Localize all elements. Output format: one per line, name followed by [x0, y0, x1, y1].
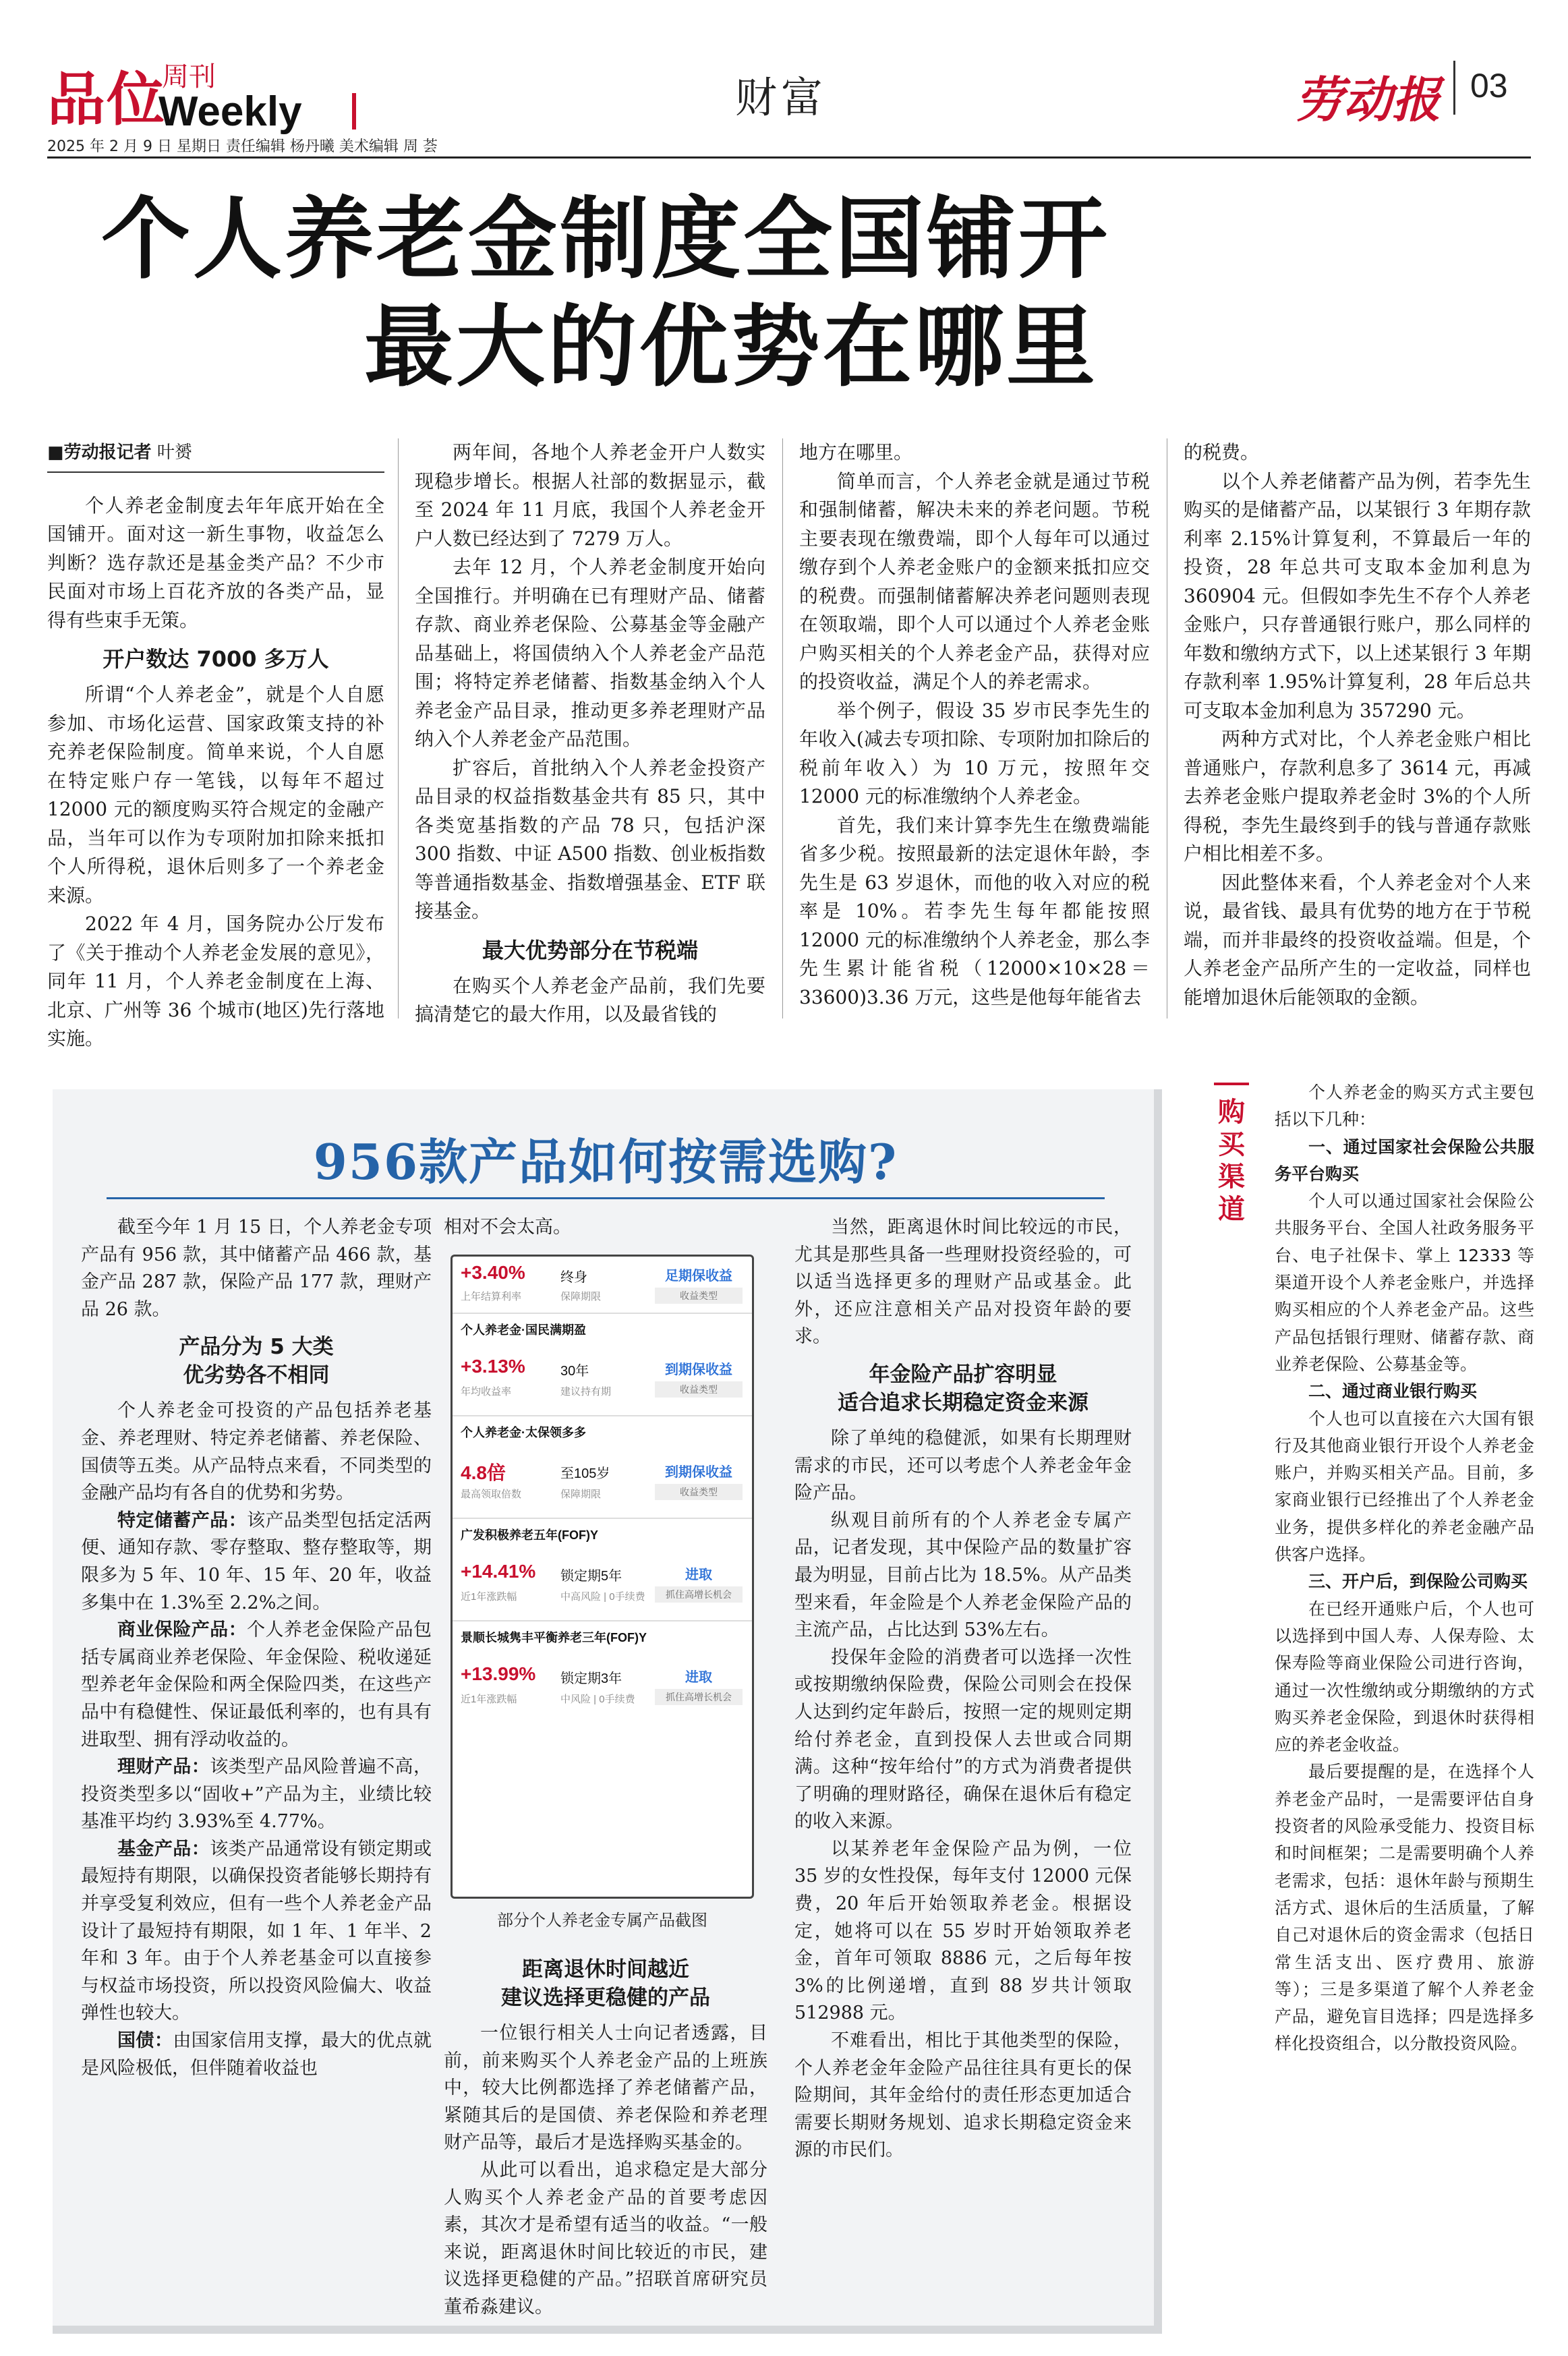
- masthead-rule: [47, 156, 1531, 159]
- card-term: 锁定期5年: [560, 1569, 622, 1584]
- article-column-4: [1184, 438, 1531, 1012]
- card-rate-label: 最高领取倍数: [461, 1489, 522, 1500]
- feature-column-1: [81, 1214, 432, 2082]
- card-term: 至105岁: [560, 1466, 610, 1481]
- paragraph: 两种方式对比，个人养老金账户相比普通账户，存款利息多了 3614 元，再减去养老金账户提取养老金时 3%的个人所得税，李先生最终到手的钱与普通存款账户相比相差不多。: [1184, 728, 1531, 865]
- dateline: 2025 年 2 月 9 日 星期日 责任编辑 杨丹曦 美术编辑 周 荟: [47, 138, 438, 155]
- card-term-label: 中风险 | 0手续费: [560, 1694, 635, 1705]
- term-label: 特定储蓄产品：: [117, 1510, 248, 1531]
- sidebar-label: [1214, 1083, 1249, 1226]
- card-rate-label: 年均收益率: [461, 1386, 512, 1398]
- headline: [101, 185, 1484, 401]
- brand-weekly: Weekly: [158, 88, 302, 135]
- card-action: 到期保收益: [665, 1465, 732, 1480]
- product-screenshot: [451, 1255, 754, 1899]
- byline: [47, 438, 384, 473]
- paragraph: 个人养老金的购买方式主要包括以下几种：: [1275, 1083, 1534, 1130]
- paragraph: 除了单纯的稳健派，如果有长期理财需求的市民，还可以考虑个人养老金年金险产品。: [794, 1427, 1132, 1504]
- sidebar-label-text: 购买渠道: [1218, 1096, 1245, 1225]
- subheading: 距离退休时间越近 建议选择更稳健的产品: [501, 1957, 710, 2010]
- paragraph: 因此整体来看，个人养老金对个人来说，最省钱、最具有优势的地方在于节税端，而并非最终的投资收益端。但是，个人养老金产品所产生的一定收益，同样也能增加退休后能领取的金额。: [1184, 871, 1531, 1008]
- article-column-2: [415, 438, 765, 1029]
- feature-title: 956款产品如何按需选购?: [313, 1133, 898, 1190]
- sidebar-heading: 二、通过商业银行购买: [1308, 1381, 1478, 1402]
- card-name: 个人养老金·国民满期盈: [461, 1323, 586, 1337]
- paragraph: 投保年金险的消费者可以选择一次性或按期缴纳保险费，保险公司则会在投保人达到约定年龄后，按照一定的规则定期给付养老金，直到投保人去世或合同期满。这种“按年给付”的方式为消费者提供了明确的理财路径，确保在退休后有稳定的收入来源。: [794, 1646, 1132, 1833]
- term-label: 商业保险产品：: [117, 1619, 248, 1641]
- term-label: 理财产品：: [117, 1756, 210, 1778]
- paragraph: 在购买个人养老金产品前，我们先要搞清楚它的最大作用，以及最省钱的: [415, 974, 765, 1025]
- sidebar: [1275, 1079, 1534, 2058]
- paragraph: 个人养老金制度去年年底开始在全国铺开。面对这一新生事物，收益怎么判断？选存款还是基金类产品？不少市民面对市场上百花齐放的各类产品，显得有些束手无策。: [47, 494, 384, 631]
- card-term: 终身: [560, 1270, 587, 1285]
- paragraph: [81, 1836, 432, 2028]
- paragraph: 相对不会太高。: [444, 1217, 571, 1238]
- paragraph: 个人也可以直接在六大国有银行及其他商业银行开设个人养老金账户，并购买相关产品。目前，多家商业银行已经推出了个人养老金业务，提供多样化的养老金融产品供客户选择。: [1275, 1408, 1534, 1565]
- paragraph: 简单而言，个人养老金就是通过节税和强制储蓄，解决未来的养老问题。节税主要表现在缴费端，即个人每年可以通过缴存到个人养老金账户的金额来抵扣应交的税费。而强制储蓄解决养老问题则表现在领取端，即个人可以通过个人养老金账户购买相关的个人养老金产品，获得对应的投资收益，满足个人的养老需求。: [799, 469, 1150, 693]
- card-rate-label: 近1年涨跌幅: [461, 1591, 517, 1603]
- card-tag: 收益类型: [655, 1288, 743, 1304]
- article-column-3: [799, 438, 1150, 1012]
- card-term: 30年: [560, 1364, 589, 1379]
- term-text: 该类产品通常设有锁定期或最短持有期限，以确保投资者能够长期持有并享受复利效应，但有一些个人养老金产品设计了最短持有期限，如 1 年、1 年半、2 年和 3 年。由于个人养老基金可以直接参与权益市场投资，所以投资风险偏大、收益弹性也较大。: [81, 1838, 432, 2024]
- card-name: 个人养老金·太保领多多: [461, 1426, 586, 1439]
- card-term-label: 保障期限: [560, 1291, 602, 1302]
- paragraph: 举个例子，假设 35 岁市民李先生的年收入(减去专项扣除、专项附加扣除后的税前年收入）为 10 万元，按照年交 12000 元的标准缴纳个人养老金。: [799, 699, 1150, 807]
- card-name: 广发积极养老五年(FOF)Y: [461, 1528, 598, 1542]
- term-text: 该产品类型包括定活两便、通知存款、零存整取、整存整取等，期限多为 5 年、10 年、15 年、20 年，收益多集中在 1.3%至 2.2%之间。: [81, 1510, 432, 1613]
- paragraph: [81, 1617, 432, 1754]
- card-tag: 收益类型: [655, 1484, 743, 1500]
- byline-prefix: ■劳动报记者: [47, 442, 152, 463]
- column-rule: [782, 438, 783, 1018]
- card-tag: 收益类型: [655, 1381, 743, 1398]
- paper-logo: 劳动报: [1295, 71, 1441, 128]
- page-number: 03: [1470, 67, 1508, 105]
- feature-box: [53, 1089, 1162, 2334]
- paragraph: 去年 12 月，个人养老金制度开始向全国推行。并明确在已有理财产品、储蓄存款、商业养老保险、公募基金等金融产品基础上，将国债纳入个人养老金产品范围；将特定养老储蓄、指数基金纳入个人养老金产品目录，推动更多养老理财产品纳入个人养老金产品范围。: [415, 556, 765, 750]
- product-card: [453, 1314, 752, 1416]
- subheading: 产品分为 5 大类 优劣势各不相同: [179, 1335, 334, 1388]
- headline-line-2: 最大的优势在哪里: [364, 295, 1098, 399]
- brand-logo: 品位: [47, 66, 166, 134]
- paragraph: 在已经开通账户后，个人也可以选择到中国人寿、人保寿险、太保寿险等商业保险公司进行咨询，通过一次性缴纳或分期缴纳的方式购买养老金保险，到退休时获得相应的养老金收益。: [1275, 1599, 1534, 1755]
- card-action: 进取: [685, 1568, 712, 1582]
- section-name: 财富: [735, 73, 827, 122]
- card-rate-label: 近1年涨跌幅: [461, 1694, 517, 1705]
- card-rate-label: 上年结算利率: [461, 1291, 522, 1302]
- subheading: 开户数达 7000 多万人: [103, 646, 329, 672]
- card-term-label: 中高风险 | 0手续费: [560, 1591, 645, 1603]
- sidebar-heading: 三、开户后，到保险公司购买: [1308, 1572, 1528, 1592]
- term-label: 国债：: [117, 2030, 173, 2052]
- paragraph: [81, 2028, 432, 2082]
- card-action: 到期保收益: [665, 1362, 732, 1377]
- feature-column-2-bottom: [444, 1946, 767, 2322]
- card-term: 锁定期3年: [560, 1671, 622, 1686]
- paragraph: 2022 年 4 月，国务院办公厅发布了《关于推动个人养老金发展的意见》，同年 11 月，个人养老金制度在上海、北京、广州等 36 个城市(地区)先行落地实施。: [47, 913, 384, 1050]
- brand-zhoukan: 周刊: [162, 61, 216, 92]
- paragraph: 一位银行相关人士向记者透露，目前，前来购买个人养老金产品的上班族中，较大比例都选择了养老储蓄产品，紧随其后的是国债、养老保险和养老理财产品等，最后才是选择购买基金的。: [444, 2023, 767, 2154]
- image-caption: 部分个人养老金专属产品截图: [497, 1911, 707, 1930]
- page-separator: [1453, 61, 1455, 115]
- card-tag: 抓住高增长机会: [655, 1689, 743, 1705]
- card-rate: +13.99%: [461, 1663, 536, 1684]
- paragraph: [81, 1507, 432, 1617]
- card-term-label: 保障期限: [560, 1489, 602, 1500]
- paragraph: 个人养老金可投资的产品包括养老基金、养老理财、特定养老储蓄、养老保险、国债等五类。从产品特点来看，不同类型的金融产品均有各自的优势和劣势。: [81, 1400, 432, 1504]
- product-card: [453, 1257, 752, 1314]
- brand-bar: [352, 93, 356, 130]
- sidebar-heading: 一、通过国家社会保险公共服务平台购买: [1275, 1137, 1534, 1184]
- card-rate: +3.13%: [461, 1356, 525, 1377]
- paragraph: 地方在哪里。: [799, 441, 913, 463]
- paragraph: 个人可以通过国家社会保险公共服务平台、全国人社政务服务平台、电子社保卡、掌上 12333 等渠道开设个人养老金账户，并选择购买相应的个人养老金产品。这些产品包括银行理财、储蓄存款、商业养老保险、公募基金等。: [1275, 1191, 1534, 1374]
- card-name: 景顺长城隽丰平衡养老三年(FOF)Y: [461, 1631, 647, 1644]
- product-card: [453, 1416, 752, 1519]
- feature-column-2-top: [444, 1214, 767, 1242]
- paragraph: [81, 1754, 432, 1836]
- paragraph: 的税费。: [1184, 441, 1260, 463]
- paragraph: 截至今年 1 月 15 日，个人养老金专项产品有 956 款，其中储蓄产品 466 款，基金产品 287 款，保险产品 177 款，理财产品 26 款。: [81, 1217, 432, 1320]
- product-card: [453, 1519, 752, 1621]
- card-action: 进取: [685, 1670, 712, 1685]
- card-term-label: 建议持有期: [560, 1386, 612, 1398]
- paragraph: 最后要提醒的是，在选择个人养老金产品时，一是需要评估自身投资者的风险承受能力、投资目标和时间框架；二是需要明确个人养老需求，包括：退休年龄与预期生活方式、退休后的生活质量，了解自己对退休后的资金需求（包括日常生活支出、医疗费用、旅游等）；三是多渠道了解个人养老金产品，避免盲目选择；四是选择多样化投资组合，以分散投资风险。: [1275, 1762, 1534, 2054]
- paragraph: 当然，距离退休时间比较远的市民，尤其是那些具备一些理财投资经验的，可以适当选择更多的理财产品或基金。此外，还应注意相关产品对投资年龄的要求。: [794, 1217, 1132, 1348]
- headline-line-1: 个人养老金制度全国铺开: [101, 187, 1110, 291]
- paragraph: 两年间，各地个人养老金开户人数实现稳步增长。根据人社部的数据显示，截至 2024 年 11 月底，我国个人养老金开户人数已经达到了 7279 万人。: [415, 441, 765, 550]
- byline-name: 叶赟: [156, 442, 192, 463]
- term-text: 由国家信用支撑，最大的优点就是风险极低，但伴随着收益也: [81, 2030, 432, 2079]
- paragraph: 扩容后，首批纳入个人养老金投资产品目录的权益指数基金共有 85 只，其中各类宽基指数的产品 78 只，包括沪深 300 指数、中证 A500 指数、创业板指数等普通指数基金、指数增强基金、ETF 联接基金。: [415, 756, 765, 922]
- paragraph: 首先，我们来计算李先生在缴费端能省多少税。按照最新的法定退休年龄，李先生是 63 岁退休，而他的收入对应的税率是 10%。若李先生每年都能按照 12000 元的标准缴纳个人养老金，那么李先生累计能省税（12000×10×28＝33600)3.36 万元，这些是他每年能省去: [799, 813, 1150, 1008]
- column-rule: [398, 438, 399, 1018]
- card-tag: 抓住高增长机会: [655, 1586, 743, 1603]
- card-rate: +3.40%: [461, 1262, 525, 1283]
- masthead: [47, 40, 1531, 155]
- paragraph: 从此可以看出，追求稳定是大部分人购买个人养老金产品的首要考虑因素，其次才是希望有适当的收益。“一般来说，距离退休时间比较近的市民，建议选择更稳健的产品。”招联首席研究员董希淼建议。: [444, 2159, 767, 2318]
- subheading: 最大优势部分在节税端: [482, 937, 698, 963]
- feature-title-rule: [107, 1197, 1105, 1199]
- feature-column-3: [794, 1214, 1132, 2164]
- product-card: [453, 1621, 752, 1724]
- card-action: 足期保收益: [665, 1269, 732, 1284]
- card-rate: 4.8倍: [461, 1462, 506, 1483]
- term-text: 该类型产品风险普遍不高，投资类型多以“固收+”产品为主，业绩比较基准平均约 3.93%至 4.77%。: [81, 1756, 432, 1833]
- paragraph: 以个人养老储蓄产品为例，若李先生购买的是储蓄产品，以某银行 3 年期存款利率 2.15%计算复利，不算最后一年的投资，28 年总共可支取本金加利息为 360904 元。但假如李先生不存个人养老金账户，只存普通银行账户，那么同样的年数和缴纳方式下，以上述某银行 3 年期存款利率 1.95%计算复利，28 年后总共可支取本金加利息为 357290 元。: [1184, 469, 1531, 722]
- paragraph: 不难看出，相比于其他类型的保险，个人养老金年金险产品往往具有更长的保险期间，其年金给付的责任形态更加适合需要长期财务规划、追求长期稳定资金来源的市民们。: [794, 2030, 1132, 2161]
- subheading: 年金险产品扩容明显 适合追求长期稳定资金来源: [838, 1362, 1088, 1415]
- paragraph: 所谓“个人养老金”，就是个人自愿参加、市场化运营、国家政策支持的补充养老保险制度。简单来说，个人自愿在特定账户存一笔钱，以每年不超过 12000 元的额度购买符合规定的金融产品，当年可以作为专项附加扣除来抵扣个人所得税，退休后则多了一个养老金来源。: [47, 683, 384, 907]
- paragraph: 以某养老年金保险产品为例，一位 35 岁的女性投保，每年支付 12000 元保费，20 年后开始领取养老金。根据设定，她将可以在 55 岁时开始领取养老金，首年可领取 8886 元，之后每年按 3%的比例递增，直到 88 岁共计领取 512988 元。: [794, 1838, 1132, 2024]
- article-column-1: [47, 438, 384, 1054]
- paragraph: 纵观目前所有的个人养老金专属产品，记者发现，其中保险产品的数量扩容最为明显，目前占比为 18.5%。从产品类型来看，年金险是个人养老金保险产品的主流产品，占比达到 53%左右。: [794, 1510, 1132, 1641]
- term-label: 基金产品：: [117, 1838, 210, 1860]
- term-text: 个人养老金保险产品包括专属商业养老保险、年金保险、税收递延型养老年金保险和两全保险四类，在这些产品中有稳健性、保证最低利率的，也有具有进取型、拥有浮动收益的。: [81, 1619, 432, 1750]
- card-rate: +14.41%: [461, 1561, 536, 1582]
